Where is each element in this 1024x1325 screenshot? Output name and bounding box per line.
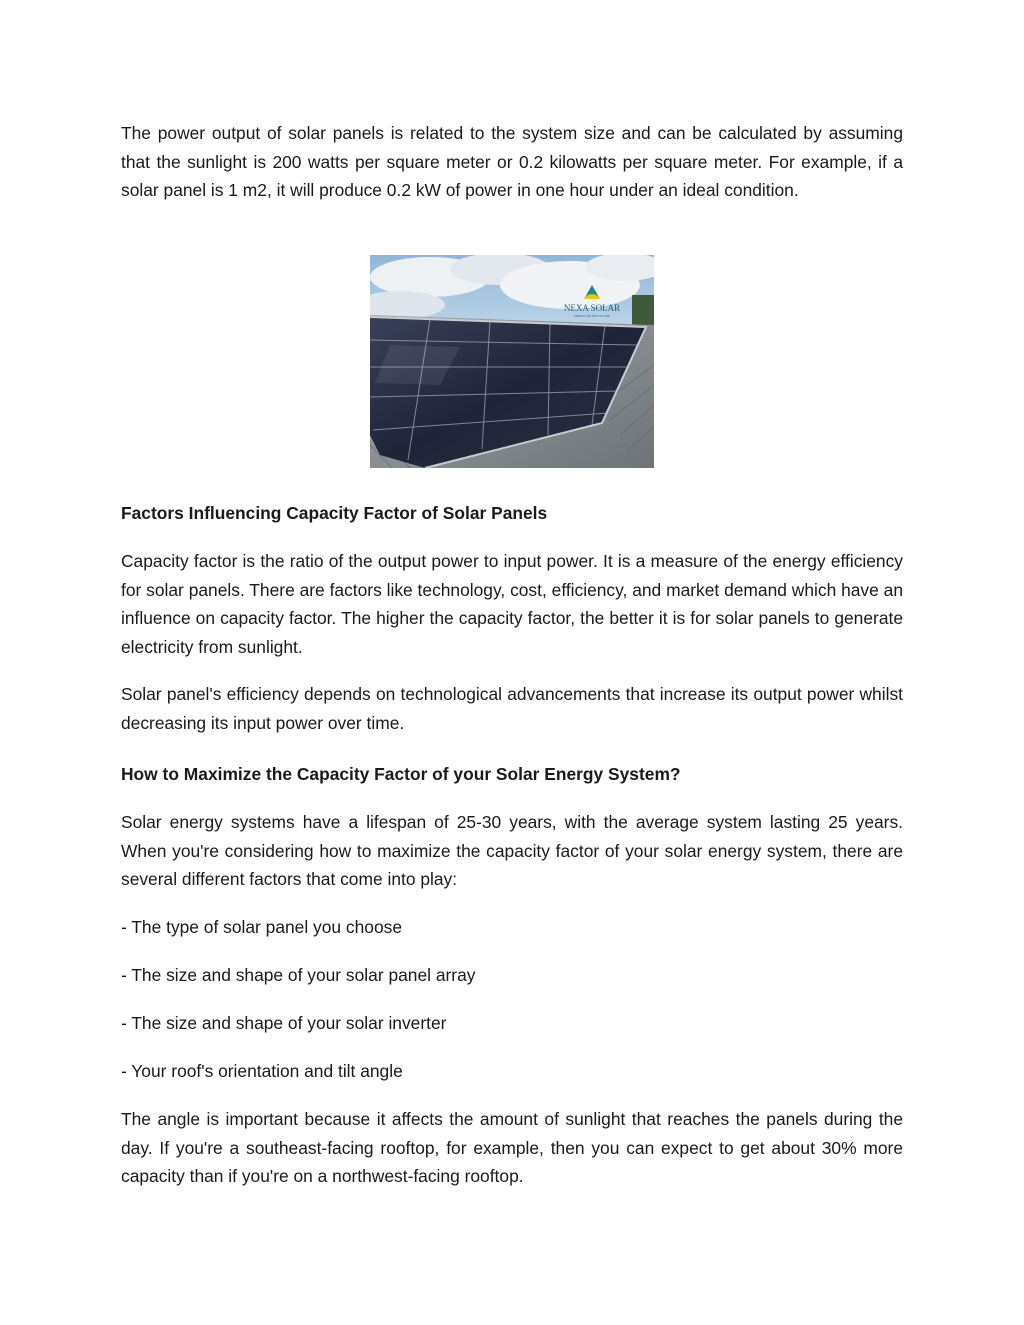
logo-tagline: ENERGY OF THE FUTURE	[574, 314, 610, 318]
list-item: - The size and shape of your solar inverter	[121, 1013, 447, 1033]
solar-roof-photo	[370, 255, 654, 468]
list-item: - Your roof's orientation and tilt angle	[121, 1061, 403, 1081]
angle-paragraph: The angle is important because it affects the amount of sunlight that reaches the panels during the day. If you're a southeast-facing rooftop, for example, then you can expect to get about 30% more capacity than if you're on a northwest-facing rooftop.	[121, 1109, 903, 1186]
list-item: - The type of solar panel you choose	[121, 917, 403, 937]
efficiency-paragraph: Solar panel's efficiency depends on technological advancements that increase its output power whilst decreasing its input power over time.	[121, 684, 903, 733]
lifespan-paragraph: Solar energy systems have a lifespan of 25-30 years, with the average system lasting 25 years. When you're considering how to maximize the capacity factor of your solar energy system, there are several different factors that come into play:	[121, 812, 903, 889]
logo-text: NEXA SOLAR	[563, 303, 621, 313]
intro-paragraph: The power output of solar panels is related to the system size and can be calculated by assuming that the sunlight is 200 watts per square meter or 0.2 kilowatts per square meter. For example, if a solar panel is 1 m2, it will produce 0.2 kW of power in one hour under an ideal condition.	[121, 123, 903, 200]
capacity-factor-paragraph: Capacity factor is the ratio of the output power to input power. It is a measure of the energy efficiency for solar panels. There are factors like technology, cost, efficiency, and market demand which have an influence on capacity factor. The higher the capacity factor, the better it is for solar panels to generate electricity from sunlight.	[121, 551, 903, 657]
section-heading-factors: Factors Influencing Capacity Factor of Solar Panels	[121, 503, 548, 523]
section-heading-maximize: How to Maximize the Capacity Factor of your Solar Energy System?	[121, 764, 681, 784]
list-item: - The size and shape of your solar panel array	[121, 965, 476, 985]
